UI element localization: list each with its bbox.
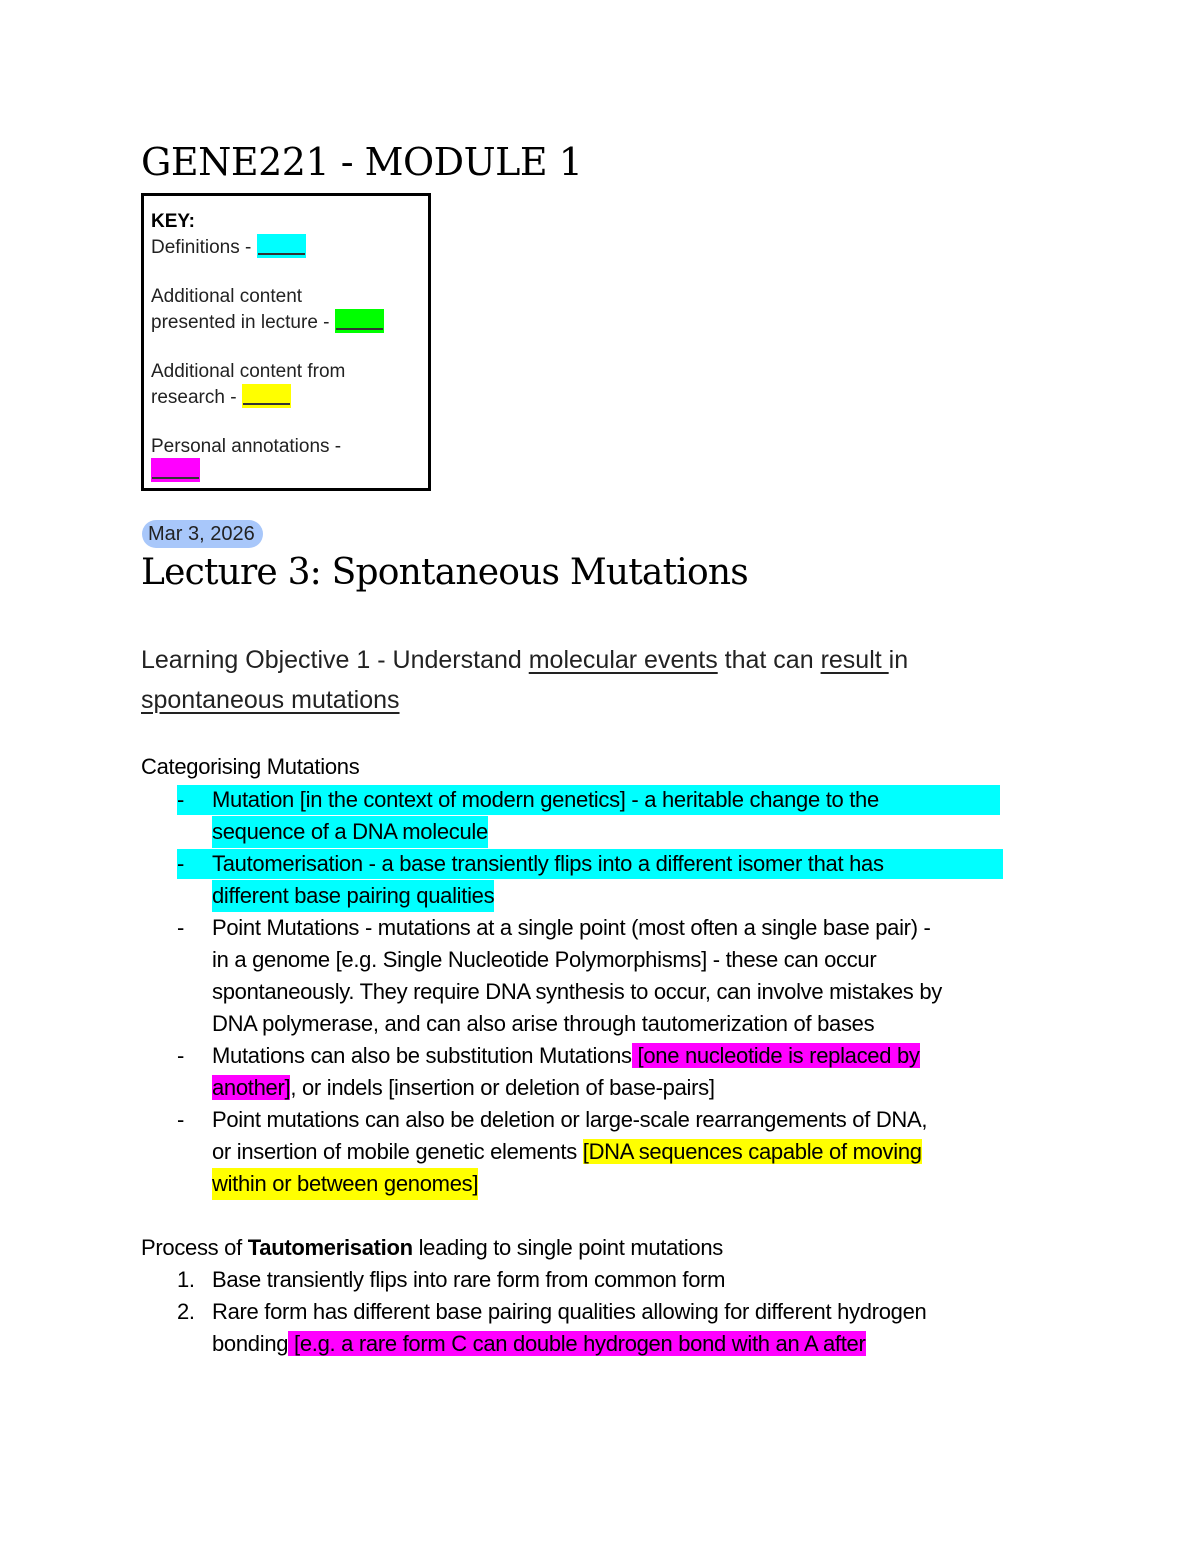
definitions-swatch xyxy=(257,234,306,258)
color-key-box xyxy=(141,193,431,491)
objective-underline: spontaneous mutations xyxy=(141,686,400,714)
key-research-line1: Additional content from xyxy=(151,361,346,382)
key-label: presented in lecture - xyxy=(151,312,330,333)
item-number: 2. xyxy=(177,1299,195,1324)
list-text: or insertion of mobile genetic elements xyxy=(212,1139,583,1164)
bullet-dash: - xyxy=(177,851,185,876)
item-text: Rare form has different base pairing qualities allowing for different hydrogen xyxy=(212,1299,927,1324)
list-text: in a genome [e.g. Single Nucleotide Polymorphisms] - these can occur xyxy=(212,947,877,972)
key-personal: Personal annotations - xyxy=(151,436,342,457)
learning-objective xyxy=(141,640,908,680)
definition-text: sequence of a DNA molecule xyxy=(212,816,488,848)
key-heading: KEY: xyxy=(151,211,195,232)
heading-text: leading to single point mutations xyxy=(412,1235,723,1260)
list-text: , or indels [insertion or deletion of base-pairs] xyxy=(290,1075,715,1100)
learning-objective-cont xyxy=(141,680,400,720)
list-text: Point mutations can also be deletion or large-scale rearrangements of DNA, xyxy=(212,1107,928,1132)
bullet-dash: - xyxy=(177,787,185,812)
key-label: Definitions - xyxy=(151,237,252,258)
key-lecture xyxy=(151,309,384,335)
definition-text: Mutation [in the context of modern genetics] - a heritable change to the xyxy=(212,787,879,812)
list-text: spontaneously. They require DNA synthesis to occur, can involve mistakes by xyxy=(212,979,942,1004)
objective-underline: result xyxy=(820,646,889,674)
heading-bold: Tautomerisation xyxy=(247,1235,413,1260)
objective-text: in xyxy=(888,646,909,674)
key-research xyxy=(151,384,291,410)
bullet-dash: - xyxy=(177,1043,185,1068)
annotation-text: [e.g. a rare form C can double hydrogen bond with an A after xyxy=(288,1331,866,1356)
item-number: 1. xyxy=(177,1267,195,1292)
list-text: Mutations can also be substitution Mutations xyxy=(212,1043,632,1068)
item-text: bonding xyxy=(212,1331,289,1356)
key-lecture-line1: Additional content xyxy=(151,286,303,307)
document-title: GENE221 - MODULE 1 xyxy=(141,140,583,184)
annotation-text: another] xyxy=(212,1075,291,1100)
list-text: Point Mutations - mutations at a single point (most often a single base pair) - xyxy=(212,915,931,940)
objective-text: Learning Objective 1 - Understand xyxy=(141,646,529,674)
lecture-swatch xyxy=(335,309,384,333)
bullet-dash: - xyxy=(177,1107,185,1132)
definition-text: different base pairing qualities xyxy=(212,880,494,912)
list-text: DNA polymerase, and can also arise through tautomerization of bases xyxy=(212,1011,875,1036)
bullet-dash: - xyxy=(177,915,185,940)
key-label: research - xyxy=(151,387,237,408)
research-text: [DNA sequences capable of moving xyxy=(582,1139,922,1164)
list-item xyxy=(141,784,1001,816)
date-chip[interactable]: Mar 3, 2026 xyxy=(142,520,263,548)
research-swatch xyxy=(242,384,291,408)
objective-text: that can xyxy=(717,646,821,674)
annotation-text: [one nucleotide is replaced by xyxy=(631,1043,920,1068)
heading-text: Process of xyxy=(141,1235,248,1260)
key-definitions xyxy=(151,234,306,260)
lecture-title: Lecture 3: Spontaneous Mutations xyxy=(141,552,748,593)
item-text: Base transiently flips into rare form from common form xyxy=(212,1267,726,1292)
key-personal-swatch-row xyxy=(151,458,200,484)
section-heading: Categorising Mutations xyxy=(141,754,360,779)
list-item xyxy=(141,848,1011,880)
personal-swatch xyxy=(151,458,200,482)
research-text: within or between genomes] xyxy=(212,1168,478,1200)
objective-underline: molecular events xyxy=(528,646,718,674)
section-heading xyxy=(141,1232,723,1264)
definition-text: Tautomerisation - a base transiently flips into a different isomer that has xyxy=(212,851,884,876)
